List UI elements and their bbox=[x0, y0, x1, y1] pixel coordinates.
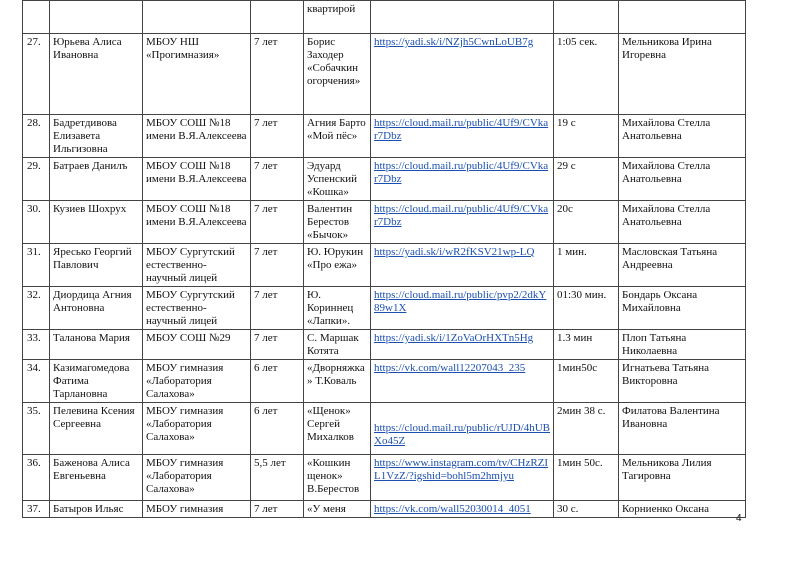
cell-link bbox=[371, 201, 554, 244]
video-link[interactable]: https://yadi.sk/i/wR2fKSV21wp-LQ bbox=[374, 246, 535, 258]
cell-school: МБОУ гимназия «Лаборатория Салахова» bbox=[143, 360, 251, 403]
cell-school: МБОУ СОШ №18 имени В.Я.Алексеева bbox=[143, 115, 251, 158]
cell-link bbox=[371, 360, 554, 403]
cell-link bbox=[371, 455, 554, 501]
video-link[interactable]: https://cloud.mail.ru/public/4Uf9/CVkar7Dbz bbox=[374, 117, 549, 142]
cell-work: «Щенок» Сергей Михалков bbox=[304, 403, 371, 455]
cell-age: 7 лет bbox=[251, 330, 304, 360]
table-row bbox=[23, 501, 746, 518]
video-link[interactable]: https://www.instagram.com/tv/CHzRZIL1VzZ/?igshid=bohl5m2hmjyu bbox=[374, 457, 549, 482]
cell-link bbox=[371, 244, 554, 287]
cell-school: МБОУ гимназия bbox=[143, 501, 251, 518]
cell-work: «У меня bbox=[304, 501, 371, 518]
cell-link bbox=[371, 330, 554, 360]
cell-school: МБОУ Сургутский естественно-научный лицей bbox=[143, 287, 251, 330]
cell-num: 28. bbox=[23, 115, 50, 158]
cell-school: МБОУ СОШ №29 bbox=[143, 330, 251, 360]
cell-link bbox=[371, 403, 554, 455]
cell-age: 6 лет bbox=[251, 360, 304, 403]
cell-teacher: Плоп Татьяна Николаевна bbox=[619, 330, 746, 360]
video-link[interactable]: https://vk.com/wall52030014_4051 bbox=[374, 503, 531, 515]
cell-age: 7 лет bbox=[251, 201, 304, 244]
cell-name: Казимагомедова Фатима Тарлановна bbox=[50, 360, 143, 403]
cell-school: МБОУ НШ «Прогимназия» bbox=[143, 34, 251, 115]
cell-num: 29. bbox=[23, 158, 50, 201]
video-link[interactable]: https://yadi.sk/i/1ZoVaOrHXTn5Hg bbox=[374, 332, 534, 344]
cell-link bbox=[371, 287, 554, 330]
cell-name: Пелевина Ксения Сергеевна bbox=[50, 403, 143, 455]
cell-school: МБОУ гимназия «Лаборатория Салахова» bbox=[143, 455, 251, 501]
cell-time: 29 с bbox=[554, 158, 619, 201]
cell-teacher: Михайлова Стелла Анатольевна bbox=[619, 158, 746, 201]
cell-age: 7 лет bbox=[251, 287, 304, 330]
cell-name: Таланова Мария bbox=[50, 330, 143, 360]
cell-name: Кузиев Шохрух bbox=[50, 201, 143, 244]
cell-name: Баженова Алиса Евгеньевна bbox=[50, 455, 143, 501]
cell-time: 30 с. bbox=[554, 501, 619, 518]
cell-work: квартирой bbox=[304, 1, 371, 34]
table-row bbox=[23, 115, 746, 158]
cell-name: Яресько Георгий Павлович bbox=[50, 244, 143, 287]
cell-time: 1 мин. bbox=[554, 244, 619, 287]
cell-num: 27. bbox=[23, 34, 50, 115]
cell-num: 33. bbox=[23, 330, 50, 360]
cell-num: 37. bbox=[23, 501, 50, 518]
cell-teacher: Мельникова Ирина Игоревна bbox=[619, 34, 746, 115]
cell-name: Батраев Данилъ bbox=[50, 158, 143, 201]
cell-work: «Кошкин щенок» В.Берестов bbox=[304, 455, 371, 501]
cell-time: 19 с bbox=[554, 115, 619, 158]
cell-teacher: Игнатьева Татьяна Викторовна bbox=[619, 360, 746, 403]
cell-teacher bbox=[619, 1, 746, 34]
cell-link bbox=[371, 158, 554, 201]
cell-name: Батыров Ильяс bbox=[50, 501, 143, 518]
cell-teacher: Корниенко Оксана bbox=[619, 501, 746, 518]
cell-age bbox=[251, 1, 304, 34]
cell-work: С. Маршак Котята bbox=[304, 330, 371, 360]
cell-age: 7 лет bbox=[251, 115, 304, 158]
cell-num: 31. bbox=[23, 244, 50, 287]
cell-num: 34. bbox=[23, 360, 50, 403]
cell-school: МБОУ СОШ №18 имени В.Я.Алексеева bbox=[143, 158, 251, 201]
cell-age: 6 лет bbox=[251, 403, 304, 455]
cell-time: 1мин 50с. bbox=[554, 455, 619, 501]
table-row bbox=[23, 34, 746, 115]
cell-age: 7 лет bbox=[251, 244, 304, 287]
cell-school: МБОУ Сургутский естественно-научный лицей bbox=[143, 244, 251, 287]
cell-work: Эдуард Успенский «Кошка» bbox=[304, 158, 371, 201]
video-link[interactable]: https://cloud.mail.ru/public/pvp2/2dkY89w1X bbox=[374, 289, 547, 314]
cell-teacher: Михайлова Стелла Анатольевна bbox=[619, 115, 746, 158]
cell-name: Диордица Агния Антоновна bbox=[50, 287, 143, 330]
cell-name: Юрьева Алиса Ивановна bbox=[50, 34, 143, 115]
cell-time: 1мин50с bbox=[554, 360, 619, 403]
video-link[interactable]: https://yadi.sk/i/NZjh5CwnLoUB7g bbox=[374, 36, 534, 48]
cell-link bbox=[371, 501, 554, 518]
table-row bbox=[23, 360, 746, 403]
table-row-top bbox=[23, 1, 746, 34]
cell-link bbox=[371, 115, 554, 158]
video-link[interactable]: https://cloud.mail.ru/public/4Uf9/CVkar7Dbz bbox=[374, 203, 549, 228]
cell-time: 20с bbox=[554, 201, 619, 244]
cell-age: 7 лет bbox=[251, 501, 304, 518]
cell-num: 36. bbox=[23, 455, 50, 501]
cell-work: Валентин Берестов «Бычок» bbox=[304, 201, 371, 244]
table-row bbox=[23, 201, 746, 244]
cell-time: 1:05 сек. bbox=[554, 34, 619, 115]
participants-table bbox=[22, 0, 746, 518]
cell-time: 1.3 мин bbox=[554, 330, 619, 360]
cell-num: 35. bbox=[23, 403, 50, 455]
cell-school: МБОУ СОШ №18 имени В.Я.Алексеева bbox=[143, 201, 251, 244]
cell-school: МБОУ гимназия «Лаборатория Салахова» bbox=[143, 403, 251, 455]
video-link[interactable]: https://cloud.mail.ru/public/4Uf9/CVkar7Dbz bbox=[374, 160, 549, 185]
cell-age: 7 лет bbox=[251, 158, 304, 201]
cell-teacher: Михайлова Стелла Анатольевна bbox=[619, 201, 746, 244]
cell-age: 5,5 лет bbox=[251, 455, 304, 501]
table-row bbox=[23, 455, 746, 501]
table-row bbox=[23, 403, 746, 455]
video-link[interactable]: https://cloud.mail.ru/public/rUJD/4hUBXo45Z bbox=[374, 422, 550, 447]
video-link[interactable]: https://vk.com/wall12207043_235 bbox=[374, 362, 526, 374]
cell-name bbox=[50, 1, 143, 34]
table-row bbox=[23, 330, 746, 360]
cell-link bbox=[371, 34, 554, 115]
cell-work: Агния Барто «Мой пёс» bbox=[304, 115, 371, 158]
cell-age: 7 лет bbox=[251, 34, 304, 115]
cell-work: Ю. Кориннец «Лапки». bbox=[304, 287, 371, 330]
cell-teacher: Бондарь Оксана Михайловна bbox=[619, 287, 746, 330]
cell-teacher: Филатова Валентина Ивановна bbox=[619, 403, 746, 455]
cell-time: 2мин 38 с. bbox=[554, 403, 619, 455]
cell-work: Борис Заходер «Собачкин огорчения» bbox=[304, 34, 371, 115]
cell-work: «Дворняжка» Т.Коваль bbox=[304, 360, 371, 403]
table-row bbox=[23, 287, 746, 330]
cell-name: Бадретдивова Елизавета Ильгизовна bbox=[50, 115, 143, 158]
cell-num bbox=[23, 1, 50, 34]
cell-time: 01:30 мин. bbox=[554, 287, 619, 330]
cell-teacher: Мельникова Лилия Тагировна bbox=[619, 455, 746, 501]
cell-teacher: Масловская Татьяна Андреевна bbox=[619, 244, 746, 287]
cell-school bbox=[143, 1, 251, 34]
table-row bbox=[23, 158, 746, 201]
cell-num: 30. bbox=[23, 201, 50, 244]
cell-time bbox=[554, 1, 619, 34]
table-row bbox=[23, 244, 746, 287]
cell-link bbox=[371, 1, 554, 34]
page-number: 4 bbox=[736, 513, 742, 524]
cell-num: 32. bbox=[23, 287, 50, 330]
cell-work: Ю. Юрукин «Про ежа» bbox=[304, 244, 371, 287]
